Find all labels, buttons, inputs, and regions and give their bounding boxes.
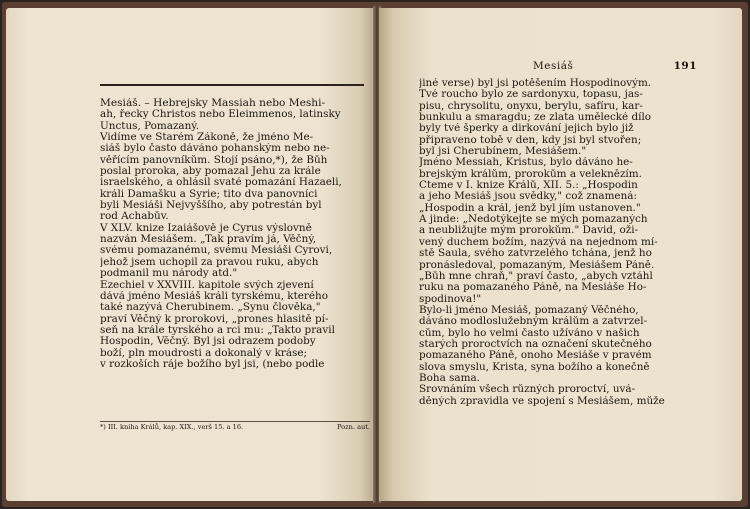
- text-line: věřícím panovníkům. Stojí psáno,*), že Bůh: [100, 154, 328, 166]
- running-title: Mesiáš: [533, 60, 574, 72]
- text-line: byli Mesiáši Nejvyššího, aby potrestán byl: [100, 200, 322, 212]
- text-line: starých proroctvích na označení skutečného: [419, 338, 652, 350]
- text-line: rod Achabův.: [100, 211, 169, 223]
- text-line: Bylo-li jméno Mesiáš, pomazaný Věčného,: [419, 304, 639, 316]
- text-line: a jeho Mesiáš jsou svědky," což znamená:: [419, 191, 637, 203]
- text-line: cům, bylo ho velmi často užíváno v našich: [419, 327, 640, 339]
- text-line: děných zpravidla ve spojení s Mesiášem, může: [419, 395, 665, 407]
- text-line: připraveno tobě v den, kdy jsi byl stvořen;: [419, 134, 642, 146]
- text-line: pomazaného Páně, onoho Mesiáše v pravém: [419, 350, 652, 362]
- text-line: dává jméno Mesiáš králi tyrskému, kterého: [100, 290, 328, 302]
- text-line: byly tvé šperky a dirkování jejich bylo již: [419, 123, 634, 135]
- text-line: ruku na pomazaného Páně, na Mesiáše Ho-: [419, 282, 647, 294]
- text-line: siáš bylo často dáváno pohanským nebo ne-: [100, 143, 330, 155]
- right-text-block: [419, 78, 697, 407]
- text-line: podmanil mu národy atd.": [100, 268, 238, 280]
- text-line: pronásledoval, pomazaným, Mesiášem Páně.: [419, 259, 655, 271]
- text-line: stě Saula, svého zatvrzelého tchána, jenž ho: [419, 248, 652, 260]
- page-number: 191: [673, 60, 697, 72]
- text-line: také nazývá Cherubinem. „Synu člověka,": [100, 302, 321, 314]
- left-page: [6, 8, 375, 501]
- text-line: Ezechiel v XXVIII. kapitole svých zjevení: [100, 279, 314, 291]
- text-line: bunkulu a smaragdu; ze zlata umělecké dílo: [419, 112, 652, 124]
- text-line: israelského, a ohlásil svaté pomazání Hazaeli,: [100, 177, 342, 189]
- text-line: Unctus, Pomazaný.: [100, 120, 200, 132]
- text-line: A jinde: „Nedotýkejte se mých pomazaných: [419, 214, 648, 226]
- chapter-rule: [100, 84, 364, 86]
- right-page: [379, 8, 742, 501]
- text-line: vený duchem božím, nazývá na nejednom mí-: [419, 236, 658, 248]
- text-line: slova smyslu, Krista, syna božího a konečně: [419, 361, 650, 373]
- text-line: Vidíme ve Starém Zákoně, že jméno Me-: [100, 132, 314, 144]
- left-text-block: [100, 98, 368, 370]
- text-line: svému pomazanému, svému Mesiáši Cyrovi,: [100, 245, 333, 257]
- text-line: Boha sama.: [419, 372, 480, 384]
- text-line: boží, pln moudrosti a dokonalý v kráse;: [100, 347, 308, 359]
- footnote: [100, 421, 370, 431]
- footnote-text: *) III. kniha Králů, kap. XIX., verš 15. a 16.: [100, 423, 244, 431]
- text-line: seň na krále tyrského a rci mu: „Takto pravil: [100, 324, 335, 336]
- text-line: Čteme v I. knize Králů, XII. 5.: „Hospodin: [419, 180, 638, 192]
- text-line: králi Damašku a Syrie; tito dva panovníci: [100, 188, 318, 200]
- footnote-source: Pozn. aut.: [337, 423, 370, 431]
- text-line: dáváno modloslužebným králům a zatvrzel-: [419, 316, 648, 328]
- text-line: praví Věčný k prorokovi, „prones hlasitě pí-: [100, 313, 329, 325]
- text-line: „Bůh mne chraň," praví často, „abych vztáhl: [419, 270, 653, 282]
- text-line: spodinova!": [419, 293, 482, 305]
- text-line: Mesiáš. – Hebrejsky Massiah nebo Meshi-: [100, 98, 326, 109]
- text-line: Hospodin, Věčný. Byl jsi odrazem podoby: [100, 336, 316, 348]
- text-line: Jméno Messiah, Kristus, bylo dáváno he-: [419, 157, 633, 169]
- text-line: v rozkoších ráje božího byl jsi, (nebo podle: [100, 358, 325, 370]
- text-line: jiné verse) byl jsi potěšením Hospodinovým.: [419, 78, 652, 89]
- text-line: nazván Mesiášem. „Tak pravím já, Věčný,: [100, 234, 317, 246]
- text-line: pisu, chrysolitu, onyxu, berylu, safíru, kar-: [419, 100, 643, 112]
- text-line: poslal proroka, aby pomazal Jehu za krále: [100, 166, 321, 178]
- text-line: Tvé roucho bylo ze sardonyxu, topasu, jas-: [419, 89, 643, 101]
- text-line: V XLV. knize Izaiášově je Cyrus výslovně: [100, 222, 312, 234]
- text-line: jehož jsem uchopil za pravou ruku, abych: [100, 256, 319, 268]
- text-line: a neubližujte mým prorokům." David, oži-: [419, 225, 639, 237]
- text-line: „Hospodin a král, jenž byl jím ustanoven.": [419, 202, 641, 214]
- text-line: ah, řecky Christos nebo Eleimmenos, latinsky: [100, 109, 341, 121]
- text-line: byl jsi Cherubínem, Mesiášem.": [419, 146, 587, 158]
- open-book: [2, 2, 748, 507]
- text-line: brejským králům, prorokům a veleknězím.: [419, 168, 642, 180]
- text-line: Srovnáním všech různých proroctví, uvá-: [419, 384, 636, 396]
